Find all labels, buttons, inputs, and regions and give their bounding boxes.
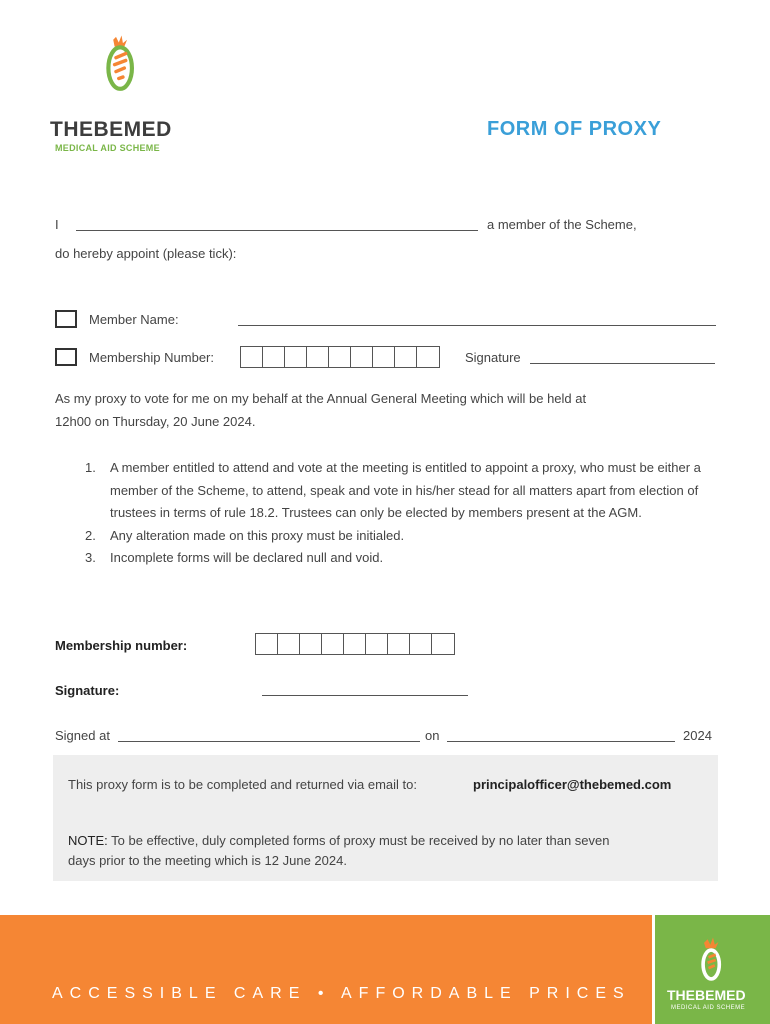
footer-brand-name: THEBEMED (667, 987, 746, 1003)
note-line1: NOTE: To be effective, duly completed forms of proxy must be received by no later than seven (68, 833, 610, 848)
intro-appoint-text: do hereby appoint (please tick): (55, 246, 237, 261)
return-email[interactable]: principalofficer@thebemed.com (473, 777, 672, 792)
footer-logo-icon (695, 937, 731, 983)
signed-year: 2024 (683, 728, 712, 743)
membership-number-heading: Membership number: (55, 638, 188, 653)
signature-field[interactable] (262, 695, 468, 696)
intro-member-text: a member of the Scheme, (487, 217, 637, 232)
membership-number-label: Membership Number: (89, 350, 214, 365)
signed-date-field[interactable] (447, 741, 675, 742)
membership-number-boxes[interactable] (240, 346, 440, 368)
thebemed-logo-icon (50, 30, 200, 120)
return-instructions: This proxy form is to be completed and returned via email to: (68, 777, 417, 792)
signed-at-label: Signed at (55, 728, 110, 743)
membership-number-input-boxes[interactable] (255, 633, 455, 655)
intro-i-label: I (55, 217, 59, 232)
member-name-label: Member Name: (89, 312, 179, 327)
list-item: 1. A member entitled to attend and vote at the meeting is entitled to appoint a proxy, who must be either a member of the Scheme, to attend, speak and vote in his/her stead for all matters apart from election of trustees in terms of rule 18.2. Trustees can only be elected by members present at the AGM. (85, 460, 701, 520)
signature-label: Signature (465, 350, 521, 365)
member-name-field[interactable] (238, 325, 716, 326)
brand-subtitle: MEDICAL AID SCHEME (55, 143, 160, 153)
member-name-line[interactable] (76, 230, 478, 231)
footer-brand-subtitle: MEDICAL AID SCHEME (671, 1005, 746, 1011)
signature-line[interactable] (530, 363, 715, 364)
list-item: 3. Incomplete forms will be declared null and void. (85, 550, 384, 565)
signature-heading: Signature: (55, 683, 120, 698)
member-name-checkbox[interactable] (55, 310, 77, 328)
membership-number-checkbox[interactable] (55, 348, 77, 366)
footer-logo (652, 915, 770, 1024)
on-label: on (425, 728, 440, 743)
proxy-statement-line1: As my proxy to vote for me on my behalf at the Annual General Meeting which will be held at (55, 391, 587, 406)
list-item: 2. Any alteration made on this proxy must be initialed. (85, 527, 405, 543)
note-line2: days prior to the meeting which is 12 June 2024. (68, 853, 347, 868)
proxy-statement-line2: 12h00 on Thursday, 20 June 2024. (55, 414, 256, 429)
page-title: FORM OF PROXY (487, 118, 662, 140)
notes-list (85, 457, 715, 570)
brand-name: THEBEMED (50, 118, 172, 141)
footer-tagline: ACCESSIBLE CARE • AFFORDABLE PRICES (52, 985, 631, 1002)
signed-at-field[interactable] (118, 741, 420, 742)
